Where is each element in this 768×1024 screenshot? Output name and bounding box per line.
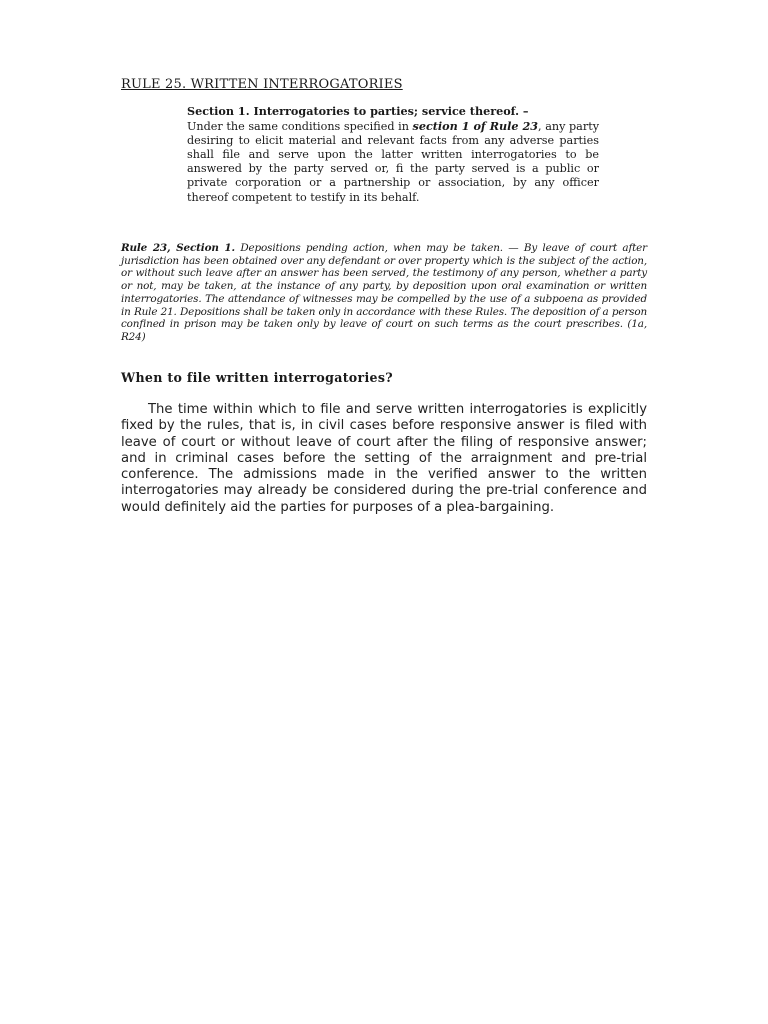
section-1-heading: Section 1. Interrogatories to parties; service thereof. –	[187, 104, 529, 118]
section-1-text-before-ref: Under the same conditions specified in	[187, 120, 413, 134]
section-1-text-after-ref: , any party desiring to elicit material and relevant facts from any adverse parties shall file and serve upon the latter written interrogatories to be answered by the party served or, fi the party served is a public or private corporation or a partnership or association, by any officer thereof competent to testify in its behalf.	[187, 120, 600, 204]
quoted-rule-text: Depositions pending action, when may be taken. — By leave of court after jurisdiction has been obtained over any defendant or over property which is the subject of the action, or without such leave after an answer has been served, the testimony of any person, whether a party or not, may be taken, at the instance of any party, by deposition upon oral examination or written interrogatories. The attendance of witnesses may be compelled by the use of a subpoena as provided in Rule 21. Depositions shall be taken only in accordance with these Rules. The deposition of a person confined in prison may be taken only by leave of court on such terms as the court prescribes. (1a, R24)	[121, 242, 647, 343]
question-heading: When to file written interrogatories?	[121, 370, 393, 385]
rule-title: RULE 25. WRITTEN INTERROGATORIES	[121, 77, 403, 92]
section-1-paragraph	[187, 104, 599, 205]
section-1-reference: section 1 of Rule 23	[412, 119, 539, 134]
quoted-rule-heading: Rule 23, Section 1.	[121, 242, 235, 254]
quoted-rule-paragraph	[121, 242, 647, 344]
answer-paragraph: The time within which to file and serve written interrogatories is explicitly fixed by the rules, that is, in civil cases before responsive answer is filed with leave of court or without leave of court after the filing of responsive answer; and in criminal cases before the setting of the arraignment and pre-trial conference. The admissions made in the verified answer to the written interrogatories may already be considered during the pre-trial conference and would definitely aid the parties for purposes of a plea-bargaining.	[121, 402, 647, 515]
